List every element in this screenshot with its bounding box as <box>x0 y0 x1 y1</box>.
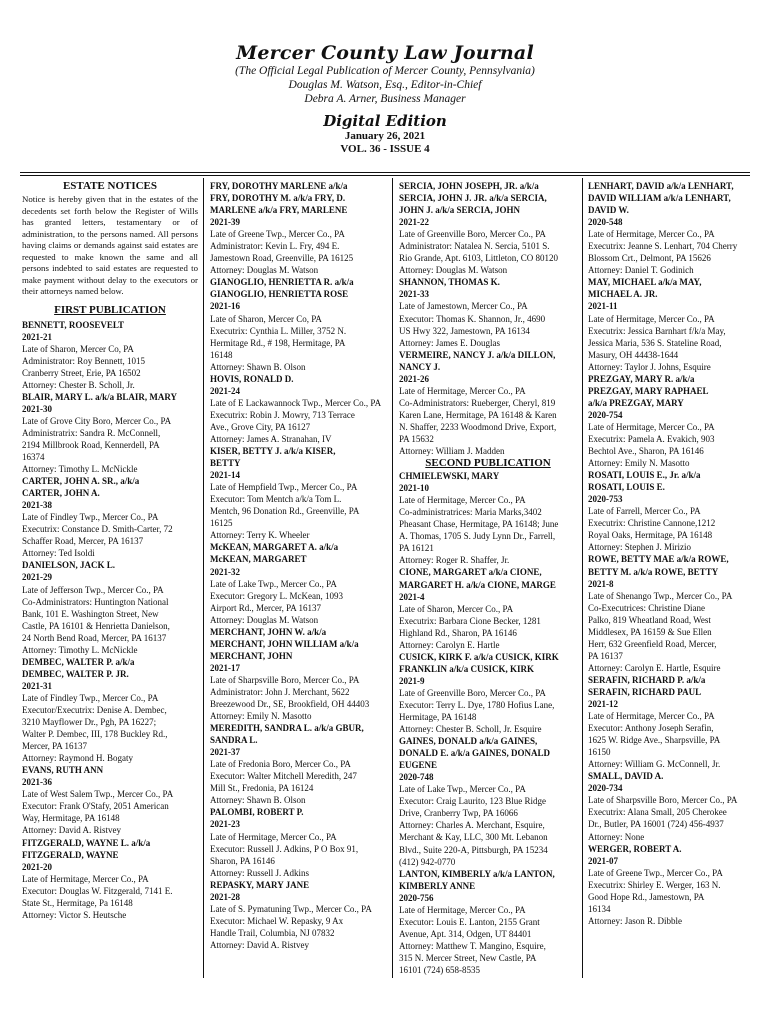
header-rule-top <box>20 172 750 173</box>
issue-volume: VOL. 36 - ISSUE 4 <box>340 143 430 155</box>
estate-detail-line: Attorney: David A. Ristvey <box>22 825 121 836</box>
estate-name-line: KIMBERLY ANNE <box>399 880 476 891</box>
estate-detail-line: 24 North Bend Road, Mercer, PA 16137 <box>22 632 167 643</box>
estate-detail-line: Attorney: Emily N. Masotto <box>588 458 690 469</box>
edition-label: Digital Edition <box>323 112 447 130</box>
estate-detail-line: Attorney: Chester B. Scholl, Jr. Esquire <box>399 724 542 735</box>
estate-name-line: CIONE, MARGARET a/k/a CIONE, <box>399 567 542 578</box>
estate-name-line: MARLENE a/k/a FRY, MARLENE <box>210 205 348 216</box>
estate-name-line: 2021-4 <box>399 591 425 602</box>
estate-name-line: 2021-33 <box>399 289 429 300</box>
estate-detail-line: Late of Farrell, Mercer Co., PA <box>588 506 701 517</box>
estate-detail-line: Hermitage Rd., # 198, Hermitage, PA <box>210 337 346 348</box>
column-entries <box>588 180 756 927</box>
estate-detail-line: Attorney: Matthew T. Mangino, Esquire, <box>399 940 546 951</box>
estate-detail-line: Attorney: Roger R. Shaffer, Jr. <box>399 555 510 566</box>
estate-detail-line: Attorney: Chester B. Scholl, Jr. <box>22 379 135 390</box>
estate-name-line: DANIELSON, JACK L. <box>22 560 116 571</box>
estate-detail-line: 16125 <box>210 518 233 529</box>
estate-detail-line: US Hwy 322, Jamestown, PA 16134 <box>399 325 530 336</box>
estate-name-line: CUSICK, KIRK F. a/k/a CUSICK, KIRK <box>399 651 559 662</box>
estate-name-line: SHANNON, THOMAS K. <box>399 277 500 288</box>
estate-detail-line: Late of Sharpsville Boro, Mercer Co., PA <box>588 795 738 806</box>
estate-notices-heading: ESTATE NOTICES <box>62 180 158 192</box>
estate-name-line: ROSATI, LOUIS E. <box>588 482 665 493</box>
estate-detail-line: Handle Trail, Columbia, NJ 07832 <box>210 927 335 938</box>
estate-detail-line: Attorney: Jason R. Dibble <box>588 915 682 926</box>
estate-detail-line: Attorney: Russell J. Adkins <box>210 867 310 878</box>
estate-name-line: 2021-16 <box>210 301 240 312</box>
estate-name-line: 2021-28 <box>210 891 240 902</box>
estate-detail-line: Executrix: Cynthia L. Miller, 3752 N. <box>210 325 347 336</box>
estate-detail-line: Karen Lane, Hermitage, PA 16148 & Karen <box>399 409 557 420</box>
estate-detail-line: Late of Hermitage, Mercer Co., PA <box>399 385 526 396</box>
estate-detail-line: Herr, 632 Greenfield Road, Mercer, <box>588 638 717 649</box>
estate-name-line: 2021-9 <box>399 675 425 686</box>
estate-detail-line: Executrix: Barbara Cione Becker, 1281 <box>399 615 541 626</box>
estate-name-line: FITZGERALD, WAYNE L. a/k/a <box>22 837 151 848</box>
estate-name-line: 2021-31 <box>22 680 52 691</box>
estate-detail-line: Attorney: Timothy L. McNickle <box>22 644 138 655</box>
estate-detail-line: Late of Greenville Boro, Mercer Co., PA <box>399 687 546 698</box>
estate-detail-line: Late of Shenango Twp., Mercer Co., PA <box>588 590 733 601</box>
column-entries <box>399 180 577 976</box>
estate-detail-line: Merchant & Kay, LLC, 300 Mt. Lebanon <box>399 832 548 843</box>
estate-name-line: MERCHANT, JOHN WILLIAM a/k/a <box>210 638 359 649</box>
estate-name-line: SERAFIN, RICHARD PAUL <box>588 686 702 697</box>
estate-detail-line: State St., Hermitage, Pa 16148 <box>22 897 133 908</box>
estate-name-line: EUGENE <box>399 760 438 771</box>
estate-detail-line: Executor: Anthony Joseph Serafin, <box>588 723 714 734</box>
estate-name-line: FRANKLIN a/k/a CUSICK, KIRK <box>399 663 535 674</box>
estate-detail-line: Attorney: Raymond H. Bogaty <box>22 753 133 764</box>
estate-detail-line: 315 N. Mercer Street, New Castle, PA <box>399 952 537 963</box>
estate-name-line: SMALL, DAVID A. <box>588 771 664 782</box>
estate-detail-line: 16134 <box>588 903 611 914</box>
estate-detail-line: Drive, Cranberry Twp, PA 16066 <box>399 808 518 819</box>
estate-detail-line: Co-Administrators: Huntington National <box>22 596 169 607</box>
estate-detail-line: Late of Lake Twp., Mercer Co., PA <box>399 784 526 795</box>
estate-detail-line: Executor: Louis E. Lanton, 2155 Grant <box>399 916 540 927</box>
estate-name-line: KISER, BETTY J. a/k/a KISER, <box>210 446 336 457</box>
estate-name-line: MERCHANT, JOHN W. a/k/a <box>210 626 327 637</box>
manager-line: Debra A. Arner, Business Manager <box>304 93 466 105</box>
estate-name-line: EVANS, RUTH ANN <box>22 765 104 776</box>
estate-detail-line: Dr., Butler, PA 16001 (724) 456-4937 <box>588 819 724 830</box>
estate-name-line: 2021-22 <box>399 217 429 228</box>
estate-name-line: 2021-38 <box>22 500 52 511</box>
estate-detail-line: Administrator: Roy Bennett, 1015 <box>22 355 145 366</box>
estate-name-line: DEMBEC, WALTER P. a/k/a <box>22 656 135 667</box>
header-rule-bottom <box>20 175 750 176</box>
estate-detail-line: Administrator: Natalea N. Sercia, 5101 S. <box>399 241 550 252</box>
estate-detail-line: Castle, PA 16101 & Henrietta Danielson, <box>22 620 170 631</box>
estate-detail-line: Attorney: Carolyn E. Hartle, Esquire <box>588 662 721 673</box>
estate-detail-line: Executor: Russell J. Adkins, P O Box 91, <box>210 843 359 854</box>
estate-detail-line: PA 15632 <box>399 433 434 444</box>
estate-detail-line: Administratrix: Sandra R. McConnell, <box>22 427 161 438</box>
first-publication-heading: FIRST PUBLICATION <box>54 303 166 316</box>
estate-detail-line: Good Hope Rd., Jamestown, PA <box>588 891 705 902</box>
estate-name-line: PALOMBI, ROBERT P. <box>210 807 304 818</box>
estate-name-line: SERCIA, JOHN JOSEPH, JR. a/k/a <box>399 181 539 191</box>
estate-name-line: 2021-32 <box>210 566 240 577</box>
estate-name-line: REPASKY, MARY JANE <box>210 879 310 890</box>
estate-detail-line: Attorney: Douglas M. Watson <box>210 614 319 625</box>
estate-detail-line: Late of Jefferson Twp., Mercer Co., PA <box>22 584 164 595</box>
estate-detail-line: Late of Lake Twp., Mercer Co., PA <box>210 578 337 589</box>
estate-name-line: WERGER, ROBERT A. <box>588 843 682 854</box>
estate-name-line: MERCHANT, JOHN <box>210 650 293 661</box>
estate-name-line: BETTY <box>210 458 241 469</box>
estate-detail-line: Mercer, PA 16137 <box>22 741 88 752</box>
estate-name-line: CARTER, JOHN A. <box>22 488 100 499</box>
estate-detail-line: Late of Findley Twp., Mercer Co., PA <box>22 692 159 703</box>
estate-detail-line: Executor: Tom Mentch a/k/a Tom L. <box>210 494 342 505</box>
estate-detail-line: Breezewood Dr., SE, Brookfield, OH 44403 <box>210 699 370 710</box>
estate-name-line: 2021-26 <box>399 373 429 384</box>
estate-detail-line: Late of Sharon, Mercer Co., PA <box>399 603 514 614</box>
column-4 <box>588 180 756 927</box>
estate-detail-line: Executor: Frank O'Stafy, 2051 American <box>22 801 169 812</box>
estate-name-line: 2021-10 <box>399 483 429 494</box>
estate-name-line: BENNETT, ROOSEVELT <box>22 319 125 330</box>
estate-name-line: 2021-36 <box>22 777 52 788</box>
estate-detail-line: Sharon, PA 16146 <box>210 855 275 866</box>
estate-detail-line: Attorney: Carolyn E. Hartle <box>399 639 500 650</box>
issue-date: January 26, 2021 <box>344 130 426 142</box>
estate-detail-line: Late of Hermitage, Mercer Co., PA <box>399 495 526 506</box>
estate-detail-line: Co-Executrices: Christine Diane <box>588 602 705 613</box>
estate-detail-line: Late of Hermitage, Mercer Co., PA <box>588 711 715 722</box>
estate-name-line: 2021-24 <box>210 385 240 396</box>
estate-detail-line: N. Shaffer, 2233 Woodmond Drive, Export, <box>399 421 557 432</box>
estate-detail-line: Attorney: Shawn B. Olson <box>210 361 306 372</box>
estate-detail-line: Avenue, Apt. 314, Odgen, UT 84401 <box>399 928 532 939</box>
estate-name-line: FRY, DOROTHY MARLENE a/k/a <box>210 181 348 191</box>
column-2 <box>210 180 388 951</box>
estate-name-line: HOVIS, RONALD D. <box>210 373 294 384</box>
estate-detail-line: Executrix: Constance D. Smith-Carter, 72 <box>22 524 173 535</box>
estate-detail-line: (412) 942-0770 <box>399 856 456 867</box>
estate-detail-line: Co-Administrators: Rueberger, Cheryl, 819 <box>399 397 556 408</box>
estate-detail-line: Highland Rd., Sharon, PA 16146 <box>399 627 517 638</box>
column-entries <box>22 319 198 921</box>
estate-detail-line: Executrix: Robin J. Mowry, 713 Terrace <box>210 409 355 420</box>
estate-detail-line: Executor: Gregory L. McKean, 1093 <box>210 590 343 601</box>
estate-detail-line: Bechtol Ave., Sharon, PA 16146 <box>588 446 704 457</box>
estate-detail-line: Late of Jamestown, Mercer Co., PA <box>399 301 528 312</box>
estate-detail-line: Late of Hermitage, Mercer Co., PA <box>399 904 526 915</box>
estate-detail-line: Late of Greene Twp., Mercer Co., PA <box>588 867 723 878</box>
estate-name-line: 2021-8 <box>588 578 614 589</box>
column-1 <box>22 180 198 921</box>
estate-detail-line: Ave., Grove City, PA 16127 <box>210 421 311 432</box>
estate-detail-line: Middlesex, PA 16159 & Sue Ellen <box>588 626 712 637</box>
estate-name-line: MICHAEL A. JR. <box>588 289 658 300</box>
estate-name-line: 2020-548 <box>588 217 623 228</box>
estate-detail-line: Attorney: Shawn B. Olson <box>210 795 306 806</box>
estate-detail-line: Mill St., Fredonia, PA 16124 <box>210 783 314 794</box>
estate-name-line: DONALD E. a/k/a GAINES, DONALD <box>399 748 551 759</box>
estate-detail-line: Late of Sharon, Mercer Co, PA <box>22 343 134 354</box>
estate-name-line: 2020-753 <box>588 494 623 505</box>
column-entries <box>210 180 388 951</box>
estate-detail-line: PA 16137 <box>588 650 623 661</box>
estate-name-line: 2021-17 <box>210 662 240 673</box>
estate-detail-line: Executor: Walter Mitchell Meredith, 247 <box>210 771 357 782</box>
estate-name-line: 2020-754 <box>588 409 623 420</box>
estate-name-line: MEREDITH, SANDRA L. a/k/a GBUR, <box>210 723 364 734</box>
estate-detail-line: Blvd., Suite 220-A, Pittsburgh, PA 15234 <box>399 844 548 855</box>
estate-detail-line: Attorney: Charles A. Merchant, Esquire, <box>399 820 545 831</box>
estate-detail-line: Late of E Lackawannock Twp., Mercer Co., PA <box>210 397 382 408</box>
estate-detail-line: Executor: Thomas K. Shannon, Jr., 4690 <box>399 313 546 324</box>
estate-detail-line: Executor: Terry L. Dye, 1780 Hofius Lane, <box>399 699 555 710</box>
second-publication-heading: SECOND PUBLICATION <box>425 457 551 470</box>
estate-detail-line: Attorney: Douglas M. Watson <box>399 265 508 276</box>
estate-name-line: McKEAN, MARGARET <box>210 554 307 565</box>
estate-detail-line: Attorney: Daniel T. Godinich <box>588 265 694 276</box>
estate-name-line: 2021-30 <box>22 403 52 414</box>
estate-notices-intro: Notice is hereby given that in the estates of the decedents set forth below the Register of Wills has granted letters, testamentary or of administration, to the persons named. All persons having claims or demands against said estates are requested to make known the same and all persons indebted to said estates are requested to make payment without delay to the executors or their attorneys named below. <box>22 194 198 296</box>
estate-detail-line: 1625 W. Ridge Ave., Sharpsville, PA <box>588 735 721 746</box>
estate-detail-line: Jessica Maria, 536 S. Stateline Road, <box>588 337 722 348</box>
estate-name-line: PREZGAY, MARY RAPHAEL <box>588 385 709 396</box>
estate-name-line: MAY, MICHAEL a/k/a MAY, <box>588 277 702 288</box>
estate-name-line: FRY, DOROTHY M. a/k/a FRY, D. <box>210 193 346 204</box>
estate-name-line: CHMIELEWSKI, MARY <box>399 471 500 482</box>
estate-detail-line: Executrix: Jeanne S. Lenhart, 704 Cherry <box>588 241 738 252</box>
estate-detail-line: Administrator: Kevin L. Fry, 494 E. <box>210 241 340 252</box>
estate-name-line: 2021-29 <box>22 572 52 583</box>
estate-detail-line: Late of Greene Twp., Mercer Co., PA <box>210 229 345 240</box>
estate-name-line: DAVID W. <box>588 205 629 216</box>
estate-detail-line: Palko, 819 Wheatland Road, West <box>588 614 711 625</box>
estate-detail-line: Airport Rd., Mercer, PA 16137 <box>210 602 322 613</box>
estate-name-line: MARGARET H. a/k/a CIONE, MARGE <box>399 579 556 590</box>
journal-title: Mercer County Law Journal <box>236 42 534 64</box>
estate-name-line: BLAIR, MARY L. a/k/a BLAIR, MARY <box>22 391 178 402</box>
estate-detail-line: Attorney: David A. Ristvey <box>210 939 309 950</box>
estate-name-line: LANTON, KIMBERLY a/k/a LANTON, <box>399 868 555 879</box>
estate-detail-line: Attorney: None <box>588 831 645 842</box>
estate-detail-line: Late of Hermitage, Mercer Co., PA <box>588 229 715 240</box>
estate-name-line: GIANOGLIO, HENRIETTA R. a/k/a <box>210 277 354 288</box>
estate-detail-line: Attorney: James E. Douglas <box>399 337 500 348</box>
estate-name-line: 2021-11 <box>588 301 618 312</box>
estate-name-line: 2021-12 <box>588 699 618 710</box>
estate-detail-line: Pheasant Chase, Hermitage, PA 16148; June <box>399 519 559 530</box>
estate-detail-line: Late of Hermitage, Mercer Co., PA <box>588 313 715 324</box>
estate-name-line: 2021-20 <box>22 861 52 872</box>
estate-detail-line: Executrix: Jessica Barnhart f/k/a May, <box>588 325 726 336</box>
estate-name-line: SANDRA L. <box>210 735 258 746</box>
estate-detail-line: Executor/Executrix: Denise A. Dembec, <box>22 705 167 715</box>
estate-detail-line: 3210 Mayflower Dr., Pgh, PA 16227; <box>22 717 157 728</box>
estate-name-line: NANCY J. <box>399 361 441 372</box>
masthead <box>0 42 770 156</box>
estate-detail-line: Mentch, 96 Donation Rd., Greenville, PA <box>210 506 360 517</box>
column-3 <box>399 180 577 976</box>
estate-detail-line: Executrix: Alana Small, 205 Cherokee <box>588 807 727 818</box>
estate-detail-line: Late of Findley Twp., Mercer Co., PA <box>22 512 159 523</box>
estate-detail-line: Executor: Craig Laurito, 123 Blue Ridge <box>399 796 546 807</box>
estate-detail-line: Schaffer Road, Mercer, PA 16137 <box>22 536 144 547</box>
estate-detail-line: 16148 <box>210 349 233 360</box>
estate-name-line: SERAFIN, RICHARD P. a/k/a <box>588 674 706 685</box>
estate-detail-line: Co-administratrices: Maria Marks,3402 <box>399 507 542 518</box>
estate-detail-line: Executor: Michael W. Repasky, 9 Ax <box>210 915 344 926</box>
estate-detail-line: 2194 Millbrook Road, Kennerdell, PA <box>22 439 160 450</box>
estate-detail-line: Executrix: Christine Cannone,1212 <box>588 518 716 529</box>
estate-detail-line: Late of Grove City Boro, Mercer Co., PA <box>22 415 172 426</box>
estate-detail-line: Executrix: Pamela A. Evakich, 903 <box>588 433 715 444</box>
estate-detail-line: Attorney: Victor S. Heutsche <box>22 909 127 920</box>
estate-name-line: 2021-14 <box>210 470 240 481</box>
estate-detail-line: Late of Fredonia Boro, Mercer Co., PA <box>210 759 351 770</box>
estate-name-line: SERCIA, JOHN J. JR. a/k/a SERCIA, <box>399 193 547 204</box>
estate-detail-line: Walter P. Dembec, III, 178 Buckley Rd., <box>22 729 168 740</box>
estate-detail-line: Executrix: Shirley E. Werger, 163 N. <box>588 879 721 890</box>
column-divider <box>203 178 204 978</box>
estate-name-line: 2021-23 <box>210 819 240 830</box>
estate-detail-line: A. Thomas, 1705 S. Judy Lynn Dr., Farrell, <box>399 531 556 542</box>
estate-name-line: 2021-37 <box>210 747 240 758</box>
estate-detail-line: 16101 (724) 658-8535 <box>399 965 480 975</box>
estate-detail-line: Masury, OH 44438-1644 <box>588 349 679 360</box>
estate-detail-line: Late of Greenville Boro, Mercer Co., PA <box>399 229 546 240</box>
estate-detail-line: Administrator: John J. Merchant, 5622 <box>210 686 350 697</box>
estate-detail-line: Bank, 101 E. Washington Street, New <box>22 608 159 619</box>
estate-detail-line: Blossom Crt., Delmont, PA 15626 <box>588 253 711 264</box>
estate-detail-line: Attorney: Douglas M. Watson <box>210 265 319 276</box>
estate-name-line: FITZGERALD, WAYNE <box>22 849 119 860</box>
estate-detail-line: Attorney: Stephen J. Mirizio <box>588 542 691 553</box>
estate-name-line: 2020-748 <box>399 772 434 783</box>
estate-detail-line: Attorney: William J. Madden <box>399 446 505 457</box>
column-divider <box>582 178 583 978</box>
estate-detail-line: Jamestown Road, Greenville, PA 16125 <box>210 253 354 264</box>
estate-detail-line: Attorney: James A. Stranahan, IV <box>210 433 332 444</box>
estate-detail-line: 16150 <box>588 747 611 758</box>
estate-detail-line: Cranberry Street, Erie, PA 16502 <box>22 367 141 378</box>
journal-subtitle: (The Official Legal Publication of Mercer County, Pennsylvania) <box>235 65 535 77</box>
estate-detail-line: Attorney: Timothy L. McNickle <box>22 464 138 475</box>
estate-name-line: ROWE, BETTY MAE a/k/a ROWE, <box>588 554 729 565</box>
estate-name-line: DAVID WILLIAM a/k/a LENHART, <box>588 193 731 204</box>
estate-name-line: GAINES, DONALD a/k/a GAINES, <box>399 736 538 747</box>
estate-name-line: 2020-756 <box>399 892 434 903</box>
estate-name-line: 2021-39 <box>210 217 240 228</box>
estate-name-line: 2020-734 <box>588 783 623 794</box>
estate-name-line: DEMBEC, WALTER P. JR. <box>22 668 129 679</box>
estate-detail-line: Late of Hermitage, Mercer Co., PA <box>22 873 149 884</box>
editor-line: Douglas M. Watson, Esq., Editor-in-Chief <box>288 79 482 91</box>
estate-detail-line: Royal Oaks, Hermitage, PA 16148 <box>588 530 713 541</box>
estate-name-line: LENHART, DAVID a/k/a LENHART, <box>588 181 734 191</box>
estate-detail-line: Executor: Douglas W. Fitzgerald, 7141 E. <box>22 885 173 896</box>
estate-name-line: 2021-21 <box>22 331 52 342</box>
estate-name-line: CARTER, JOHN A. SR., a/k/a <box>22 476 140 487</box>
estate-detail-line: Attorney: Taylor J. Johns, Esquire <box>588 361 711 372</box>
estate-detail-line: Attorney: Ted Isoldi <box>22 548 95 559</box>
estate-detail-line: Late of Sharon, Mercer Co, PA <box>210 313 322 324</box>
estate-detail-line: PA 16121 <box>399 543 434 554</box>
estate-detail-line: Late of Sharpsville Boro, Mercer Co., PA <box>210 674 360 685</box>
estate-detail-line: Attorney: William G. McConnell, Jr. <box>588 759 721 770</box>
estate-name-line: ROSATI, LOUIS E., Jr. a/k/a <box>588 470 701 481</box>
estate-name-line: BETTY M. a/k/a ROWE, BETTY <box>588 566 719 577</box>
estate-detail-line: Hermitage, PA 16148 <box>399 712 477 723</box>
estate-detail-line: Attorney: Terry K. Wheeler <box>210 530 310 541</box>
estate-detail-line: 16374 <box>22 452 45 463</box>
estate-detail-line: Attorney: Emily N. Masotto <box>210 711 312 722</box>
estate-name-line: VERMEIRE, NANCY J. a/k/a DILLON, <box>399 349 556 360</box>
estate-name-line: McKEAN, MARGARET A. a/k/a <box>210 542 339 553</box>
estate-detail-line: Late of Hempfield Twp., Mercer Co., PA <box>210 482 358 493</box>
estate-detail-line: Late of Hermitage, Mercer Co., PA <box>588 421 715 432</box>
column-divider <box>392 178 393 978</box>
estate-name-line: PREZGAY, MARY R. a/k/a <box>588 373 695 384</box>
estate-name-line: a/k/a PREZGAY, MARY <box>588 397 684 408</box>
estate-name-line: 2021-07 <box>588 855 618 866</box>
estate-name-line: JOHN J. a/k/a SERCIA, JOHN <box>399 205 521 216</box>
estate-detail-line: Late of Hermitage, Mercer Co., PA <box>210 831 337 842</box>
estate-detail-line: Late of West Salem Twp., Mercer Co., PA <box>22 789 174 800</box>
estate-detail-line: Way, Hermitage, PA 16148 <box>22 813 120 824</box>
estate-detail-line: Late of S. Pymatuning Twp., Mercer Co., PA <box>210 903 372 914</box>
estate-name-line: GIANOGLIO, HENRIETTA ROSE <box>210 289 349 300</box>
estate-detail-line: Rio Grande, Apt. 6103, Littleton, CO 80120 <box>399 253 558 264</box>
